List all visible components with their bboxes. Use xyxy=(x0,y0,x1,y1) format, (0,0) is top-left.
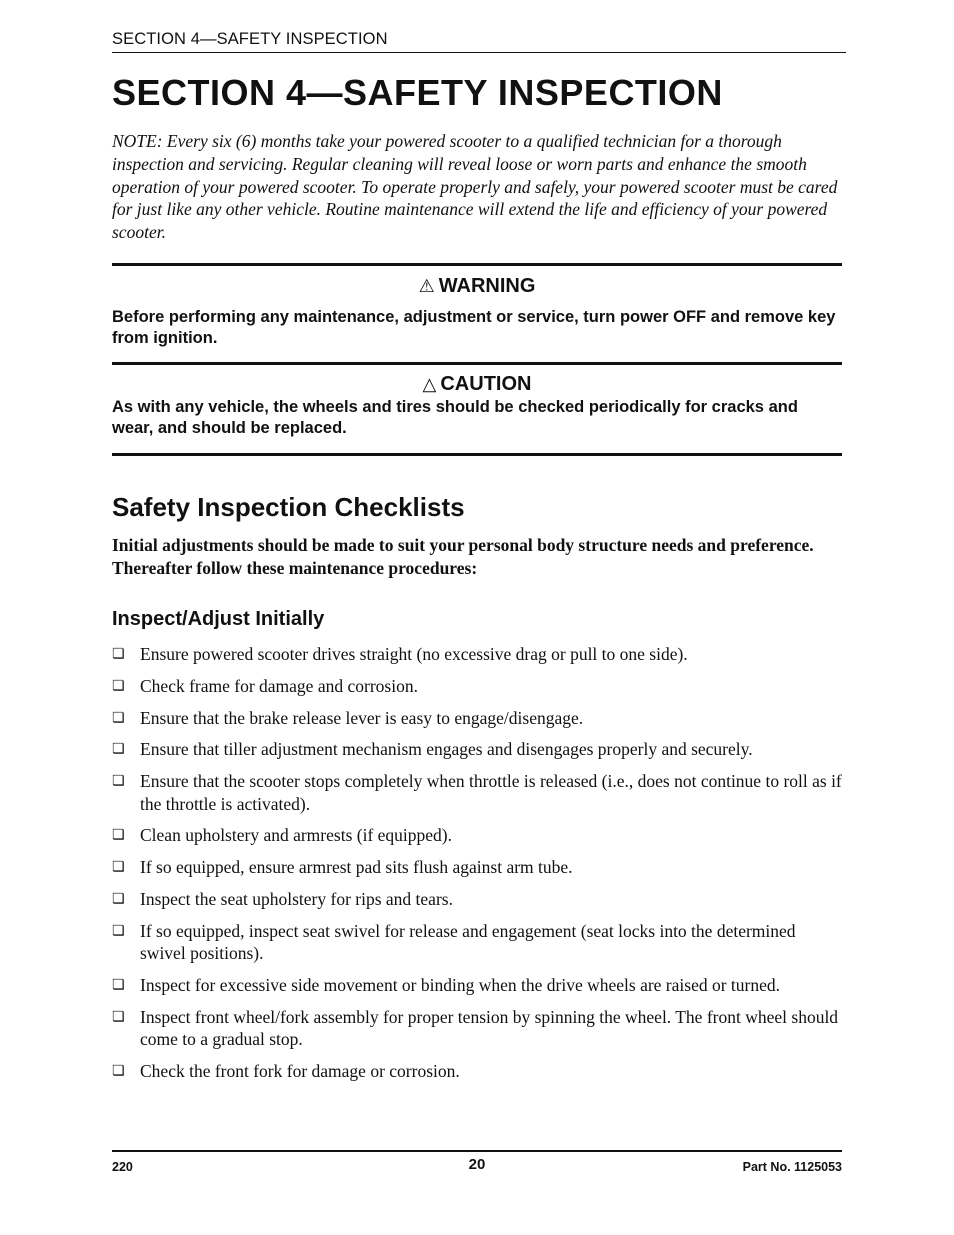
footer-rule xyxy=(112,1150,842,1152)
checklist-item-text: Check frame for damage and corrosion. xyxy=(140,675,418,696)
checkbox-icon: ❏ xyxy=(112,891,125,908)
checklist-item xyxy=(112,856,842,879)
checkbox-icon: ❏ xyxy=(112,709,125,726)
checklist-item-text: Check the front fork for damage or corrosion. xyxy=(140,1061,460,1082)
caution-bottom-rule xyxy=(112,453,842,456)
checkbox-icon: ❏ xyxy=(112,645,125,662)
checklist-item-text: Ensure that tiller adjustment mechanism engages and disengages properly and securely. xyxy=(140,739,753,760)
caution-heading-label: CAUTION xyxy=(440,372,532,395)
checklist-item-text: If so equipped, inspect seat swivel for release and engagement (seat locks into the determined swivel positions). xyxy=(140,920,796,964)
checkbox-icon: ❏ xyxy=(112,859,125,876)
checklist-item-text: Inspect for excessive side movement or binding when the drive wheels are raised or turned. xyxy=(140,975,780,996)
page-content xyxy=(112,30,842,1092)
checklist-item-text: Inspect front wheel/fork assembly for proper tension by spinning the wheel. The front wheel should come to a gradual stop. xyxy=(140,1006,839,1050)
checklist-item xyxy=(112,738,842,761)
warning-triangle-icon: ⚠ xyxy=(418,275,435,296)
checklist-item xyxy=(112,888,842,911)
caution-heading xyxy=(112,372,842,396)
warning-heading-label: WARNING xyxy=(438,274,536,297)
checklist-item xyxy=(112,1006,842,1051)
checklist-item xyxy=(112,824,842,847)
maintenance-note: NOTE: Every six (6) months take your powered scooter to a qualified technician for a thorough inspection and servicing. Regular cleaning will reveal loose or worn parts and enhance the smooth operation of your powered scooter. To operate properly and safely, your powered scooter must be cared for just like any other vehicle. Routine maintenance will extend the life and efficiency of your powered scooter. xyxy=(112,131,838,243)
checklists-heading: Safety Inspection Checklists xyxy=(112,491,465,522)
checkbox-icon: ❏ xyxy=(112,741,125,758)
checklists-intro: Initial adjustments should be made to suit your personal body structure needs and preference. Thereafter follow these maintenance procedures: xyxy=(112,534,814,578)
warning-heading xyxy=(112,274,842,298)
checklist-item-text: Clean upholstery and armrests (if equipped). xyxy=(140,825,452,846)
checklist-item xyxy=(112,974,842,997)
checkbox-icon: ❏ xyxy=(112,922,125,939)
inspect-adjust-heading: Inspect/Adjust Initially xyxy=(112,607,325,630)
caution-text: As with any vehicle, the wheels and tires should be checked periodically for cracks and wear, and should be replaced. xyxy=(112,397,798,437)
section-title: SECTION 4—SAFETY INSPECTION xyxy=(112,72,723,113)
checklist-item xyxy=(112,643,842,666)
warning-top-rule xyxy=(112,263,842,266)
checklist-item-text: Ensure that the scooter stops completely when throttle is released (i.e., does not continue to roll as if the throttle is activated). xyxy=(140,771,842,814)
checklist-item xyxy=(112,920,842,965)
checklist-item xyxy=(112,707,842,730)
checklist xyxy=(112,643,842,1083)
checklist-item-text: Ensure powered scooter drives straight (no excessive drag or pull to one side). xyxy=(140,643,688,664)
checklist-item-text: If so equipped, ensure armrest pad sits flush against arm tube. xyxy=(140,857,573,878)
running-header: SECTION 4—SAFETY INSPECTION xyxy=(112,30,846,53)
footer-part-number: Part No. 1125053 xyxy=(742,1160,842,1174)
caution-triangle-icon: △ xyxy=(422,373,437,394)
warning-text: Before performing any maintenance, adjustment or service, turn power OFF and remove key from ignition. xyxy=(112,307,836,347)
footer-page-number: 20 xyxy=(468,1156,486,1173)
checkbox-icon: ❏ xyxy=(112,1008,125,1025)
checklist-item-text: Inspect the seat upholstery for rips and tears. xyxy=(140,889,453,910)
checkbox-icon: ❏ xyxy=(112,773,125,790)
checklist-item xyxy=(112,1060,842,1083)
checkbox-icon: ❏ xyxy=(112,827,125,844)
caution-top-rule xyxy=(112,362,842,365)
checkbox-icon: ❏ xyxy=(112,977,125,994)
checkbox-icon: ❏ xyxy=(112,677,125,694)
checklist-item xyxy=(112,675,842,698)
checkbox-icon: ❏ xyxy=(112,1063,125,1080)
checklist-item-text: Ensure that the brake release lever is easy to engage/disengage. xyxy=(140,707,584,728)
checklist-item xyxy=(112,770,842,815)
footer-model: 220 xyxy=(112,1160,133,1174)
